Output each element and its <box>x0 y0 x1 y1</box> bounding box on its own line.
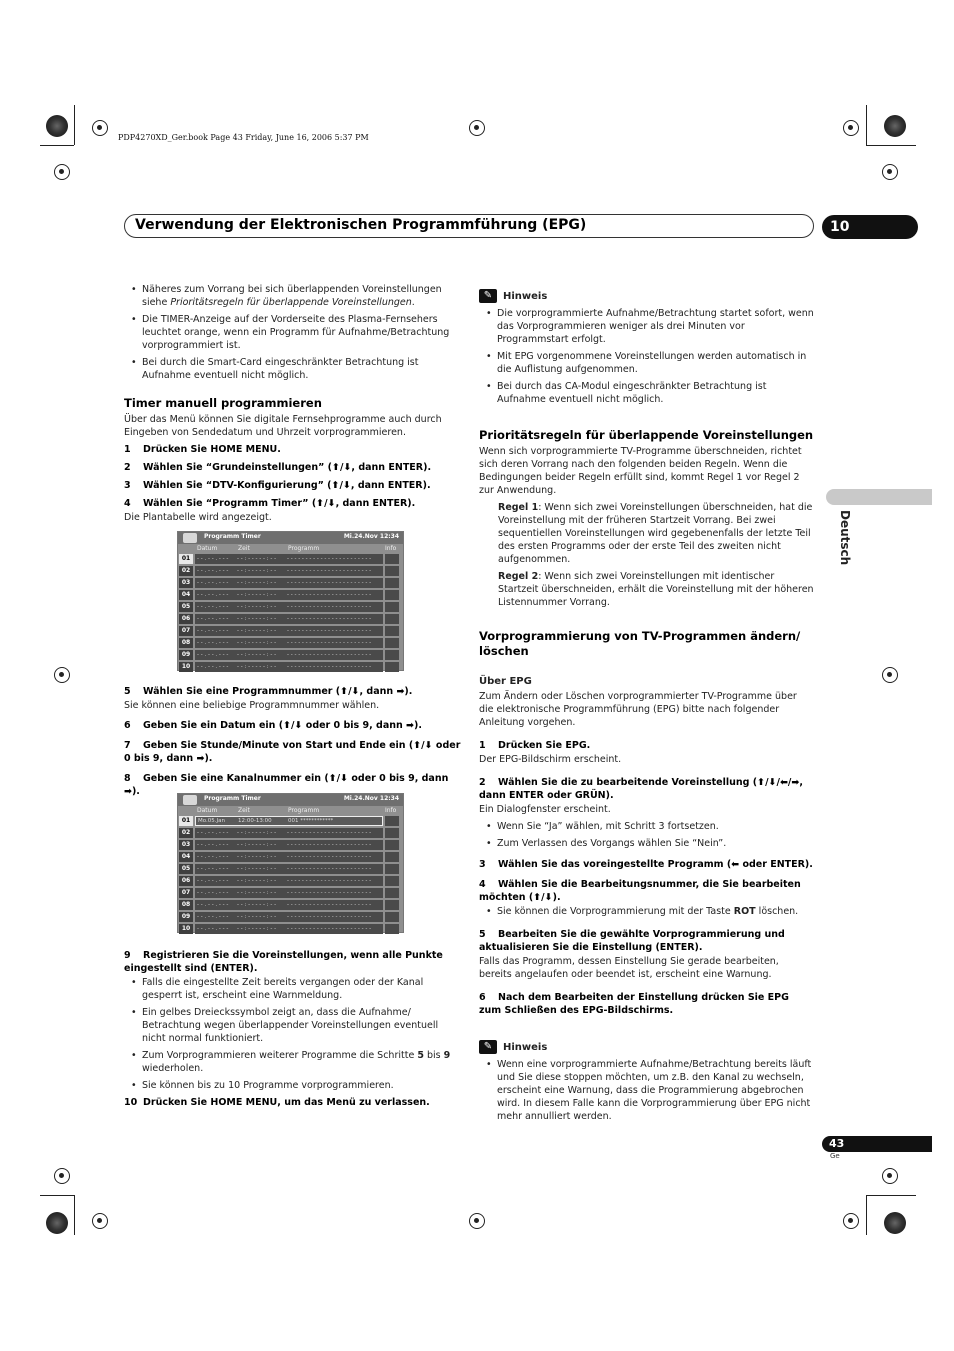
crop-line <box>866 1195 916 1196</box>
table-row: 08 - - . - - . - - - - - : - - - - - : - - - - - - - - - - - - - - - - - - - - - - - - - <box>178 638 403 649</box>
list-item: • Sie können die Vorprogrammierung mit der Taste ROT löschen. <box>479 905 814 918</box>
step: 4 Wählen Sie die Bearbeitungsnummer, die Sie bearbeiten möchten (⬆/⬇). <box>479 879 801 903</box>
intro-text: Über das Menü können Sie digitale Fernsehprogramme auch durch Eingeben von Sendedatum und Uhrzeit vorprogrammieren. <box>124 414 442 438</box>
list-item: • Ein gelbes Dreieckssymbol zeigt an, dass die Aufnahme/ Betrachtung wegen überlappender Voreinstellungen eventuell nicht normal funktioniert. <box>124 1006 459 1045</box>
page-number: 43 <box>822 1136 932 1152</box>
step-note: Sie können eine beliebige Programmnummer wählen. <box>124 700 380 711</box>
table-row: 06 - - . - - . - - - - - : - - - - - : - - - - - - - - - - - - - - - - - - - - - - - - - <box>178 614 403 625</box>
list-item: • Die TIMER-Anzeige auf der Vorderseite des Plasma-Fernsehers leuchtet orange, wenn ein Programm für Aufnahme/Betrachtung vorprogrammiert ist. <box>124 313 459 352</box>
step: 2 Wählen Sie “Grundeinstellungen” (⬆/⬇, dann ENTER). <box>124 462 432 473</box>
table-row: 04 - - . - - . - - - - - : - - - - - : - - - - - - - - - - - - - - - - - - - - - - - - - <box>178 590 403 601</box>
step: 1 Drücken Sie HOME MENU. <box>124 444 281 455</box>
sub-heading: Über EPG <box>479 676 532 687</box>
table-row: 10 - - . - - . - - - - - : - - - - - : - - - - - - - - - - - - - - - - - - - - - - - - - <box>178 662 403 673</box>
registration-mark <box>840 1210 862 1232</box>
right-column <box>479 289 814 1127</box>
list-item: • Falls die eingestellte Zeit bereits vergangen oder der Kanal gesperrt ist, erscheint eine Warnmeldung. <box>124 976 459 1002</box>
table-row: 10 - - . - - . - - - - - : - - - - - : - - - - - - - - - - - - - - - - - - - - - - - - - <box>178 924 403 935</box>
list-item: • Bei durch die Smart-Card eingeschränkter Betrachtung ist Aufnahme eventuell nicht möglich. <box>124 356 459 382</box>
language-tab <box>826 489 932 505</box>
table-row: 05 - - . - - . - - - - - : - - - - - : - - - - - - - - - - - - - - - - - - - - - - - - - <box>178 602 403 613</box>
list-item: • Sie können bis zu 10 Programme vorprogrammieren. <box>124 1079 459 1092</box>
step: 7 Geben Sie Stunde/Minute von Start und Ende ein (⬆/⬇ oder 0 bis 9, dann ➡). <box>124 740 461 764</box>
note-heading: ✎ Hinweis <box>479 1040 814 1054</box>
crop-line <box>866 1195 867 1235</box>
crop-line <box>74 105 75 145</box>
step: 4 Wählen Sie “Programm Timer” (⬆/⬇, dann ENTER). <box>124 498 416 509</box>
col-zeit: Zeit <box>238 807 250 814</box>
step: 3 Wählen Sie “DTV-Konfigurierung” (⬆/⬇, dann ENTER). <box>124 480 431 491</box>
rule-2: Regel 2: Wenn sich zwei Voreinstellungen mit identischer Startzeit überschneiden, erhält die Voreinstellung mit der höheren Listennummer Vorrang. <box>498 571 814 608</box>
chapter-title: Verwendung der Elektronischen Programmführung (EPG) <box>135 217 587 233</box>
left-column <box>124 283 459 528</box>
printer-mark-circle <box>46 1212 68 1234</box>
language-label: Deutsch <box>838 510 852 566</box>
printer-mark-circle <box>884 1212 906 1234</box>
step-note: Ein Dialogfenster erscheint. <box>479 804 611 815</box>
col-programm: Programm <box>288 545 320 552</box>
registration-mark <box>879 161 901 183</box>
list-item: • Zum Verlassen des Vorgangs wählen Sie “Nein”. <box>479 837 814 850</box>
registration-mark <box>51 1165 73 1187</box>
list-item: • Näheres zum Vorrang bei sich überlappenden Voreinstellungen siehe Prioritätsregeln für überlappende Voreinstellungen. <box>124 283 459 309</box>
step: 10 Drücken Sie HOME MENU, um das Menü zu verlassen. <box>124 1097 430 1108</box>
crop-line <box>40 1195 74 1196</box>
table-row: 01 Mo.05.Jan 12:00-13:00 001 ************ <box>178 816 403 827</box>
paragraph: Zum Ändern oder Löschen vorprogrammierter TV-Programme über die elektronische Programmführung (EPG) bitte nach folgender Anleitung vorgehen. <box>479 691 797 728</box>
section-heading: Prioritätsregeln für überlappende Voreinstellungen <box>479 428 814 442</box>
left-column-bottom <box>124 949 459 1110</box>
step: 1 Drücken Sie EPG. <box>479 740 591 751</box>
step: 9 Registrieren Sie die Voreinstellungen, wenn alle Punkte eingestellt sind (ENTER). <box>124 950 443 974</box>
step: 5 Wählen Sie eine Programmnummer (⬆/⬇, dann ➡). <box>124 686 413 697</box>
registration-mark <box>89 117 111 139</box>
registration-mark <box>840 117 862 139</box>
table-row: 05 - - . - - . - - - - - : - - - - - : - - - - - - - - - - - - - - - - - - - - - - - - - <box>178 864 403 875</box>
table-row: 07 - - . - - . - - - - - : - - - - - : - - - - - - - - - - - - - - - - - - - - - - - - - <box>178 888 403 899</box>
table-row: 06 - - . - - . - - - - - : - - - - - : - - - - - - - - - - - - - - - - - - - - - - - - - <box>178 876 403 887</box>
registration-mark <box>879 1165 901 1187</box>
pencil-note-icon: ✎ <box>479 1040 497 1054</box>
list-item: • Die vorprogrammierte Aufnahme/Betrachtung startet sofort, wenn das Vorprogrammieren weniger als drei Minuten vor Programmstart erfolgt. <box>479 307 814 346</box>
table-row: 07 - - . - - . - - - - - : - - - - - : - - - - - - - - - - - - - - - - - - - - - - - - - <box>178 626 403 637</box>
table-row: 03 - - . - - . - - - - - : - - - - - : - - - - - - - - - - - - - - - - - - - - - - - - - <box>178 578 403 589</box>
crop-line <box>74 1195 75 1235</box>
step-note: Der EPG-Bildschirm erscheint. <box>479 754 622 765</box>
screen-title: Programm Timer <box>204 795 261 802</box>
registration-mark <box>466 1210 488 1232</box>
table-row: 08 - - . - - . - - - - - : - - - - - : - - - - - - - - - - - - - - - - - - - - - - - - - <box>178 900 403 911</box>
registration-mark <box>51 161 73 183</box>
list-item: • Zum Vorprogrammieren weiterer Programme die Schritte 5 bis 9 wiederholen. <box>124 1049 459 1075</box>
list-item: • Bei durch das CA-Modul eingeschränkter Betrachtung ist Aufnahme eventuell nicht möglich. <box>479 380 814 406</box>
crop-line <box>866 105 867 145</box>
timer-screen-empty <box>177 531 404 671</box>
book-info-line: PDP4270XD_Ger.book Page 43 Friday, June 16, 2006 5:37 PM <box>118 133 369 142</box>
list-item: • Mit EPG vorgenommene Voreinstellungen werden automatisch in die Auflistung aufgenommen. <box>479 350 814 376</box>
step: 8 Geben Sie eine Kanalnummer ein (⬆/⬇ oder 0 bis 9, dann ➡). <box>124 773 449 797</box>
step: 2 Wählen Sie die zu bearbeitende Voreinstellung (⬆/⬇/⬅/➡, dann ENTER oder GRÜN). <box>479 777 803 801</box>
registration-mark <box>51 664 73 686</box>
table-row: 01 - - . - - . - - - - - : - - - - - : - - - - - - - - - - - - - - - - - - - - - - - - - <box>178 554 403 565</box>
timer-screen-filled <box>177 793 404 933</box>
table-row: 02 - - . - - . - - - - - : - - - - - : - - - - - - - - - - - - - - - - - - - - - - - - - <box>178 828 403 839</box>
step: 3 Wählen Sie das voreingestellte Programm (⬅ oder ENTER). <box>479 859 813 870</box>
note-heading: ✎ Hinweis <box>479 289 814 303</box>
table-row: 03 - - . - - . - - - - - : - - - - - : - - - - - - - - - - - - - - - - - - - - - - - - - <box>178 840 403 851</box>
registration-mark <box>466 117 488 139</box>
step-note: Falls das Programm, dessen Einstellung Sie gerade bearbeiten, bereits angelaufen oder beendet ist, erscheint eine Warnung. <box>479 956 779 980</box>
col-info: Info <box>385 807 397 814</box>
section-heading: Vorprogrammierung von TV-Programmen ändern/ löschen <box>479 629 801 658</box>
section-heading: Timer manuell programmieren <box>124 396 322 410</box>
table-row: 02 - - . - - . - - - - - : - - - - - : - - - - - - - - - - - - - - - - - - - - - - - - - <box>178 566 403 577</box>
col-datum: Datum <box>197 545 218 552</box>
page-language-code: Ge <box>830 1152 840 1160</box>
step: 6 Geben Sie ein Datum ein (⬆/⬇ oder 0 bis 9, dann ➡). <box>124 720 422 731</box>
col-datum: Datum <box>197 807 218 814</box>
step: 5 Bearbeiten Sie die gewählte Vorprogrammierung und aktualisieren Sie die Einstellung (ENTER). <box>479 929 785 953</box>
screen-title: Programm Timer <box>204 533 261 540</box>
printer-mark-circle <box>46 115 68 137</box>
paragraph: Wenn sich vorprogrammierte TV-Programme überschneiden, richtet sich deren Vorrang nach den folgenden beiden Regeln. Wenn die Bedingungen beider Regeln erfüllt sind, kommt Regel 1 vor Regel 2 zur Anwendung. <box>479 446 802 496</box>
col-programm: Programm <box>288 807 320 814</box>
pencil-note-icon: ✎ <box>479 289 497 303</box>
col-info: Info <box>385 545 397 552</box>
registration-mark <box>89 1210 111 1232</box>
col-zeit: Zeit <box>238 545 250 552</box>
step: 6 Nach dem Bearbeiten der Einstellung drücken Sie EPG zum Schließen des EPG-Bildschirms. <box>479 992 789 1016</box>
registration-mark <box>879 664 901 686</box>
table-row: 09 - - . - - . - - - - - : - - - - - : - - - - - - - - - - - - - - - - - - - - - - - - - <box>178 650 403 661</box>
rule-1: Regel 1: Wenn sich zwei Voreinstellungen überschneiden, hat die Voreinstellung mit der früheren Startzeit Vorrang. Bei zwei sequentiellen Voreinstellungen wird gegebenenfalls der letzte Teil des ersten Programms oder der erste Teil des zweiten nicht aufgenommen. <box>498 502 813 565</box>
screen-date: Mi.24.Nov 12:34 <box>343 533 399 540</box>
screen-date: Mi.24.Nov 12:34 <box>343 795 399 802</box>
printer-mark-circle <box>884 115 906 137</box>
crop-line <box>40 145 74 146</box>
list-item: • Wenn Sie “Ja” wählen, mit Schritt 3 fortsetzen. <box>479 820 814 833</box>
timer-icon <box>183 795 197 805</box>
chapter-number: 10 <box>822 215 918 239</box>
timer-icon <box>183 533 197 543</box>
table-row: 09 - - . - - . - - - - - : - - - - - : - - - - - - - - - - - - - - - - - - - - - - - - - <box>178 912 403 923</box>
left-column-middle <box>124 685 464 799</box>
crop-line <box>866 145 916 146</box>
list-item: • Wenn eine vorprogrammierte Aufnahme/Betrachtung bereits läuft und Sie diese stoppen möchten, um z.B. den Kanal zu wechseln, erscheint eine Warnung, dass die Programmierung abgebrochen wird. In diesem Falle kann die Vorprogrammierung über EPG nicht mehr annulliert werden. <box>479 1058 814 1123</box>
table-row: 04 - - . - - . - - - - - : - - - - - : - - - - - - - - - - - - - - - - - - - - - - - - - <box>178 852 403 863</box>
step-note: Die Plantabelle wird angezeigt. <box>124 512 272 523</box>
